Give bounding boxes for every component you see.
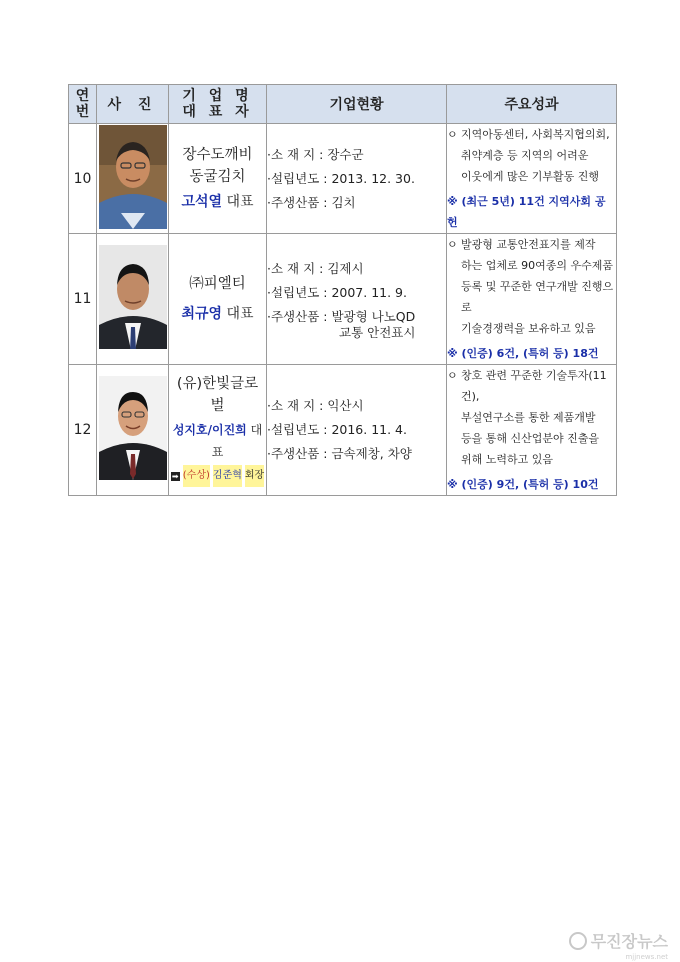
founded-line: ·설립년도 : 2016. 11. 4. bbox=[267, 422, 407, 437]
product-line: ·주생산품 : 발광형 나노QD bbox=[267, 309, 416, 324]
performance-cell: ㅇ 발광형 교통안전표지를 제작 하는 업체로 90여종의 우수제품 등록 및 꾸준한 연구개발 진행으로 기술경쟁력을 보유하고 있음 ※ (인증) 6건, (특허 등) 18건 bbox=[447, 234, 617, 365]
company-table bbox=[68, 84, 617, 496]
table-row bbox=[69, 365, 617, 496]
performance-highlight: ※ (인증) 9건, (특허 등) 10건 bbox=[447, 478, 599, 491]
representative-name: 고석열 bbox=[181, 194, 223, 210]
founded-line: ·설립년도 : 2013. 12. 30. bbox=[267, 170, 415, 186]
representative bbox=[169, 191, 266, 213]
representative bbox=[169, 303, 266, 325]
watermark-logo-icon bbox=[569, 932, 587, 950]
watermark-text: 무진장뉴스 bbox=[590, 932, 668, 951]
header-no: 연 번 bbox=[69, 85, 97, 124]
status-cell bbox=[267, 365, 447, 496]
performance-highlight: ※ (인증) 6건, (특허 등) 18건 bbox=[447, 347, 599, 360]
photo-cell bbox=[97, 365, 169, 496]
representative-name: 최규영 bbox=[181, 306, 223, 322]
company-name-line1: ㈜피엘티 bbox=[189, 276, 246, 292]
company-name-line1: 장수도깨비 bbox=[182, 147, 253, 163]
row-number: 12 bbox=[69, 365, 97, 496]
header-perf: 주요성과 bbox=[447, 85, 617, 124]
representative-photo bbox=[99, 376, 167, 480]
row-number: 10 bbox=[69, 124, 97, 234]
status-cell bbox=[267, 124, 447, 234]
table-row bbox=[69, 234, 617, 365]
company-name-line2: 벌 bbox=[210, 398, 225, 414]
representative-photo bbox=[99, 245, 167, 349]
watermark bbox=[569, 929, 668, 961]
award-title: 회장 bbox=[245, 465, 264, 487]
product-line: ·주생산품 : 김치 bbox=[267, 194, 356, 210]
watermark-url: mjjnews.net bbox=[625, 953, 668, 961]
location-line: ·소 재 지 : 김제시 bbox=[267, 261, 364, 276]
representative-title: 대표 bbox=[222, 194, 254, 210]
photo-cell bbox=[97, 124, 169, 234]
founded-line: ·설립년도 : 2007. 11. 9. bbox=[267, 285, 407, 300]
product-line-cont: 교통 안전표시 bbox=[339, 325, 416, 340]
performance-cell: ㅇ 지역아동센터, 사회복지협의회, 취약계층 등 지역의 어려운 이웃에게 많은 기부활동 진행 ※ (최근 5년) 11건 지역사회 공헌 bbox=[447, 124, 617, 234]
representative-title: 대표 bbox=[211, 423, 263, 459]
award-name: 김준혁 bbox=[213, 465, 242, 487]
performance-cell: ㅇ 창호 관련 꾸준한 기술투자(11건), 부설연구소를 통한 제품개발 등을 통해 신산업분야 진출을 위해 노력하고 있음 ※ (인증) 9건, (특허 등) 10건 bbox=[447, 365, 617, 496]
company-cell bbox=[169, 234, 267, 365]
header-row bbox=[69, 85, 617, 124]
table-row bbox=[69, 124, 617, 234]
company-name-line2: 동굴김치 bbox=[189, 169, 246, 185]
arrow-icon: ➡ bbox=[171, 471, 179, 481]
representative-name: 성지호/이진희 bbox=[172, 423, 247, 437]
representative-title: 대표 bbox=[222, 306, 254, 322]
location-line: ·소 재 지 : 장수군 bbox=[267, 146, 364, 162]
photo-cell bbox=[97, 234, 169, 365]
header-status: 기업현황 bbox=[267, 85, 447, 124]
award-prize: (수상) bbox=[183, 465, 210, 487]
location-line: ·소 재 지 : 익산시 bbox=[267, 398, 364, 413]
header-company: 기 업 명 대 표 자 bbox=[169, 85, 267, 124]
performance-highlight: ※ (최근 5년) 11건 지역사회 공헌 bbox=[447, 195, 606, 229]
representative-photo bbox=[99, 125, 167, 229]
company-cell bbox=[169, 124, 267, 234]
product-line: ·주생산품 : 금속제창, 차양 bbox=[267, 446, 412, 461]
company-cell bbox=[169, 365, 267, 496]
row-number: 11 bbox=[69, 234, 97, 365]
award-line bbox=[169, 465, 266, 487]
status-cell bbox=[267, 234, 447, 365]
header-photo: 사 진 bbox=[97, 85, 169, 124]
company-name-line1: (유)한빛글로 bbox=[176, 376, 259, 392]
representative bbox=[169, 419, 266, 463]
